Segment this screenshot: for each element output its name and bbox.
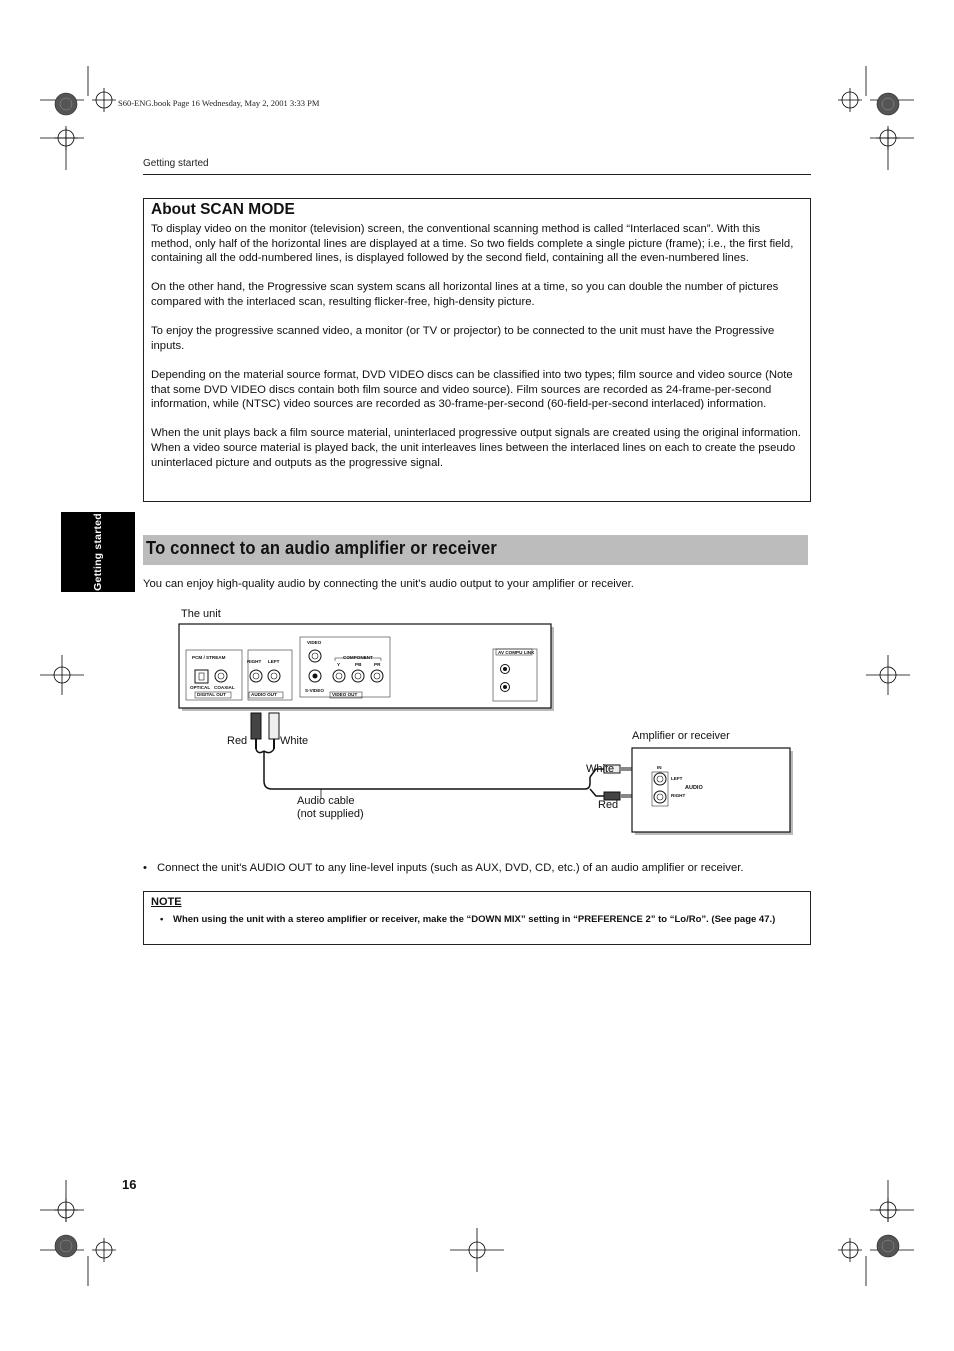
instruction-bullet [143,862,744,874]
amp-label: Amplifier or receiver [632,730,730,742]
panel-video-out: VIDEO OUT [332,692,358,697]
note-text [160,913,800,926]
book-meta: S60-ENG.book Page 16 Wednesday, May 2, 2001 3:33 PM [118,98,320,108]
white-label-amp: White [586,763,615,775]
bullet-dot: • [143,862,147,874]
panel-av-compu-link: AV COMPU LINK [498,650,535,655]
connection-diagram [0,605,954,845]
section-intro: You can enjoy high-quality audio by connecting the unit's audio output to your amplifier or receiver. [143,578,634,590]
panel-right: RIGHT [247,659,262,664]
header-rule [143,174,811,175]
note-title: NOTE [151,896,182,908]
panel-coaxial: COAXIAL [214,685,235,690]
unit-label: The unit [181,608,221,620]
scan-paragraph: To display video on the monitor (television) screen, the conventional scanning method is called “Interlaced scan”. With this method, only half of the horizontal lines are displayed at a time. So two fields complete a single picture (frame); i.e., the first field, containing all the odd-numbered lines, is displayed followed by the second field, containing all the even-numbered lines. [151,223,794,265]
scan-paragraph: To enjoy the progressive scanned video, a monitor (or TV or projector) to be connected to the unit must have the Progressive inputs. [151,325,775,352]
amp-audio: AUDIO [685,785,703,791]
panel-audio-out: AUDIO OUT [251,692,277,697]
panel-y: Y [337,662,341,667]
amp-in: IN [657,765,662,770]
running-head: Getting started [143,158,209,169]
scan-paragraph: When the unit plays back a film source material, uninterlaced progressive output signals are created using the original information. When a video source material is played back, the unit interleaves lines between the interlaced lines on each to create the pseudo uninterlaced picture and outputs as the progressive signal. [151,427,801,469]
scan-paragraph: Depending on the material source format, DVD VIDEO discs can be classified into two types; film source and video source (Note that some DVD VIDEO discs contain both film source and video source). Film sources are recorded as 24-frame-per-second information, while (NTSC) video sources are recorded as 30-frame-per-second (60-field-per-second interlaced) information. [151,368,793,411]
scan-mode-body [151,222,803,485]
bullet-text: Connect the unit's AUDIO OUT to any line-level inputs (such as AUX, DVD, CD, etc.) of an audio amplifier or receiver. [157,862,744,874]
scan-mode-title: About SCAN MODE [151,201,295,218]
note-body: When using the unit with a stereo amplifier or receiver, make the “DOWN MIX” setting in “PREFERENCE 2” to “Lo/Ro”. (See page 47.) [173,914,776,925]
side-tab [61,512,135,592]
amp-right: RIGHT [671,793,686,798]
panel-pcm-stream: PCM / STREAM [192,655,226,660]
panel-left: LEFT [268,659,280,664]
cable-label-note: (not supplied) [297,808,364,820]
panel-digital-out: DIGITAL OUT [197,692,226,697]
panel-pb: PB [355,662,362,667]
scan-paragraph: On the other hand, the Progressive scan system scans all horizontal lines at a time, so you can double the number of pictures compared with the interlaced scan, resulting flicker-free, high-density picture. [151,281,779,308]
section-title: To connect to an audio amplifier or receiver [146,538,498,558]
page-number: 16 [122,1177,137,1192]
panel-pr: PR [374,662,381,667]
panel-component: COMPONENT [343,655,373,660]
cable-label: Audio cable [297,795,355,807]
note-bullet-dot: • [160,914,164,925]
side-tab-label: Getting started [92,513,104,591]
panel-s-video: S-VIDEO [305,688,324,693]
panel-video: VIDEO [307,640,322,645]
amp-left: LEFT [671,776,683,781]
white-label-unit: White [280,735,309,747]
panel-optical: OPTICAL [190,685,211,690]
red-label-amp: Red [598,799,619,811]
red-label-unit: Red [227,735,248,747]
